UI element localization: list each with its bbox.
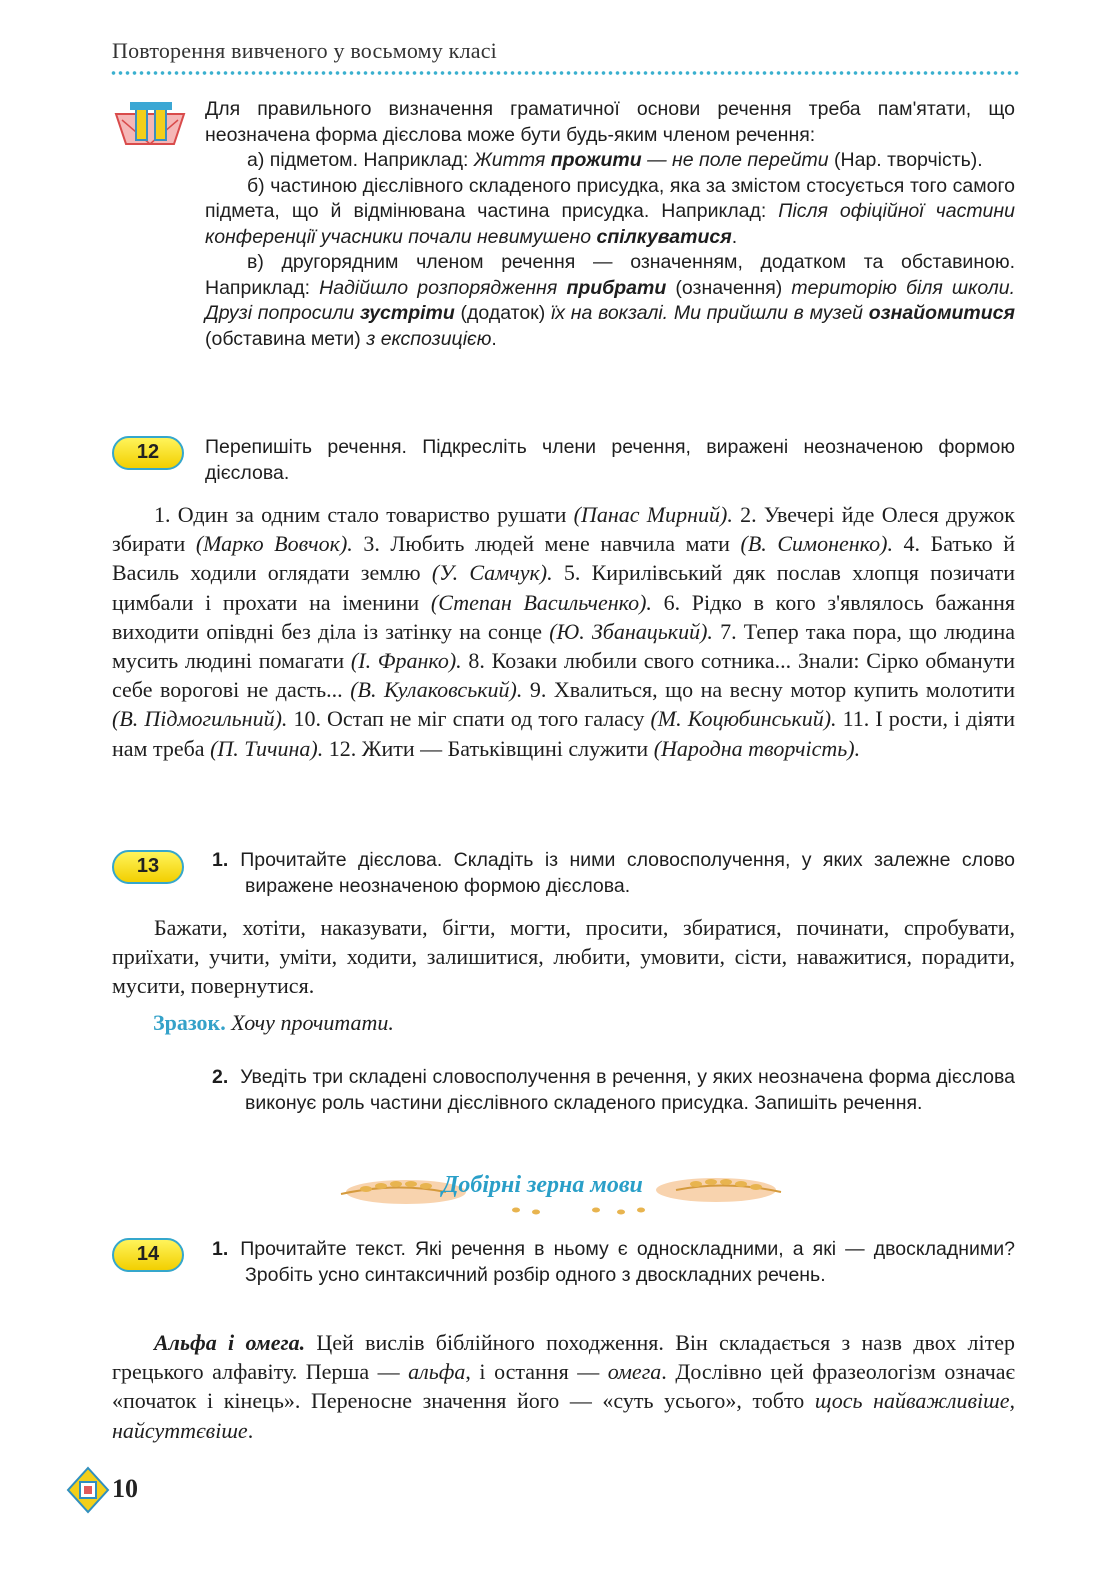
exercise-number-badge: 14 (112, 1238, 184, 1272)
exercise-number-badge: 13 (112, 850, 184, 884)
task12-instruction: Перепишіть речення. Підкресліть члени речення, виражені неозначеною формою дієслова. (205, 436, 1015, 484)
task14-text: Альфа і омега. Цей вислів біблійного походження. Він складається з назв двох літер грецького алфавіту. Перша — альфа, і остання — омега. Дослівно цей фразеологізм означає «початок і кінець». Переносне значення його — «суть усього», тобто щось найважливіше, найсуттєвіше. (112, 1330, 1015, 1443)
banner-title: Добірні зерна мови (442, 1172, 643, 1198)
task13-part2: 2. Уведіть три складені словосполучення в речення, у яких неозначена форма дієслова виконує роль частини дієслівного складеного присудка. Запишіть речення. (212, 1066, 1015, 1114)
exercise-number-badge: 12 (112, 436, 184, 470)
rule-item-b: б) частиною дієслівного складеного присудка, яка за змістом стосується того самого підмета, що й відмінювана частина присудка. Наприклад: Після офіційної частини конференції учасники почали невимушено спілкуватися. (205, 174, 1015, 248)
header-dotted-divider (110, 70, 1020, 76)
task14-part1: 1. Прочитайте текст. Які речення в ньому є односкладними, а які — двоскладними? Зробіть усно синтаксичний розбір одного з двоскладних речень. (212, 1238, 1015, 1286)
rule-icon (112, 100, 188, 152)
running-header: Повторення вивченого у восьмому класі (112, 38, 497, 63)
task13-verb-list: Бажати, хотіти, наказувати, бігти, могти, просити, збиратися, починати, спробувати, приїхати, учити, уміти, ходити, залишитися, любити, умовити, сісти, наважитися, порадити, мусити, повернутися. (112, 915, 1015, 999)
page-corner-ornament-icon (66, 1466, 110, 1514)
task13-sample: Зразок. Хочу прочитати. (153, 1010, 394, 1035)
rule-item-v: в) другорядним членом речення — означенням, додатком та обставиною. Наприклад: Надійшло розпорядження прибрати (означення) територію біля школи. Друзі попросили зустріти (додаток) їх на вокзалі. Ми прийшли в музей ознайомитися (обставина мети) з експозицією. (205, 251, 1015, 350)
rule-block (205, 97, 1015, 352)
task12-sentences: 1. Один за одним стало товариство рушати (Панас Мирний). 2. Увечері йде Олеся дружок збирати (Марко Вовчок). 3. Любить людей мене навчила мати (В. Симоненко). 4. Батько й Василь ходили оглядати землю (У. Самчук). 5. Кирилівський дяк послав хлопця позичати цимбали і прохати на іменини (Степан Васильченко). 6. Рідко в кого з'являлось бажання виходити опівдні без діла із затінку на сонце (Ю. Збанацький). 7. Тепер така пора, що людина мусить людині помагати (І. Франко). 8. Козаки любили свого сотника... Знали: Сірко обманути себе ворогові не дасть... (В. Кулаковський). 9. Хвалиться, що на весну мотор купить молотити (В. Підмогильний). 10. Остап не міг спати од того галасу (М. Коцюбинський). 11. І рости, і діяти нам треба (П. Тичина). 12. Жити — Батьківщині служити (Народна творчість). (112, 502, 1016, 761)
rule-item-a: а) підметом. Наприклад: Життя прожити — не поле перейти (Нар. творчість). (247, 149, 983, 171)
rule-intro: Для правильного визначення граматичної основи речення треба пам'ятати, що неозначена форма дієслова може бути будь-яким членом речення: (205, 98, 1015, 146)
task13-part1: 1. Прочитайте дієслова. Складіть із ними словосполучення, у яких залежне слово виражене неозначеною формою дієслова. (212, 849, 1015, 897)
page-number: 10 (112, 1474, 138, 1503)
